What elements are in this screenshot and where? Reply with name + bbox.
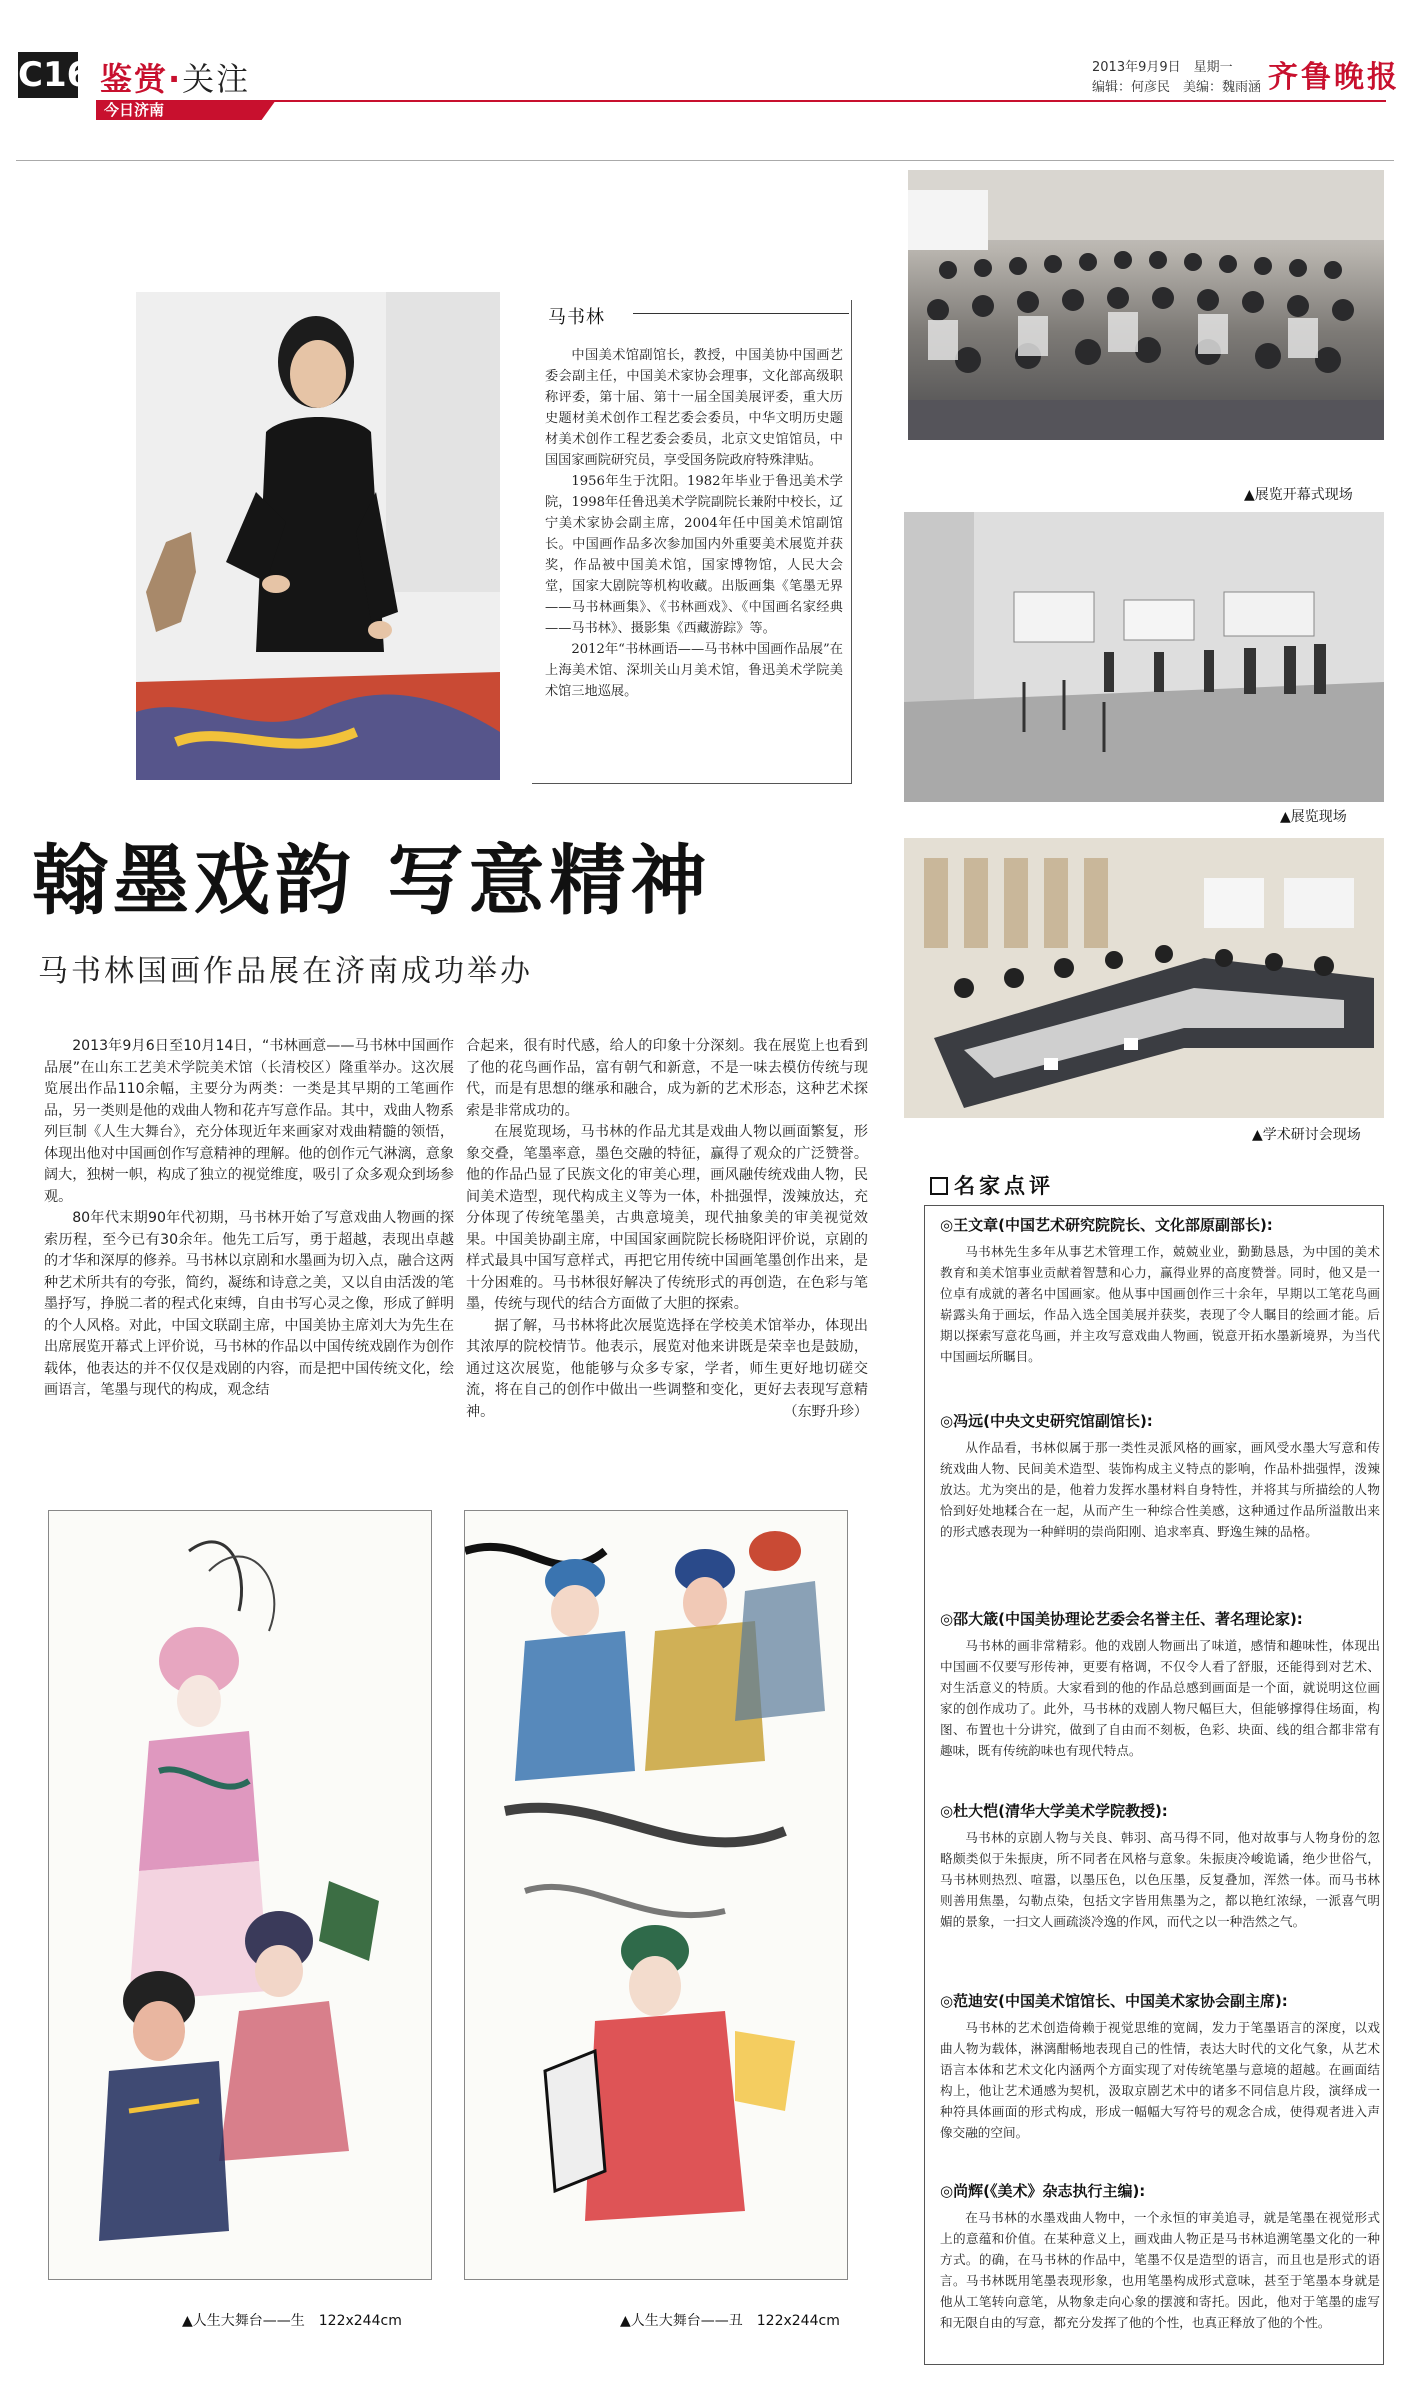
- review-text: 马书林的京剧人物与关良、韩羽、高马得不同，他对故事与人物身份的忽略颇类似于朱振庚，所不同者在风格与意象。朱振庚冷峻诡谲，绝少世俗气，马书林则热烈、喧嚣，以墨压色，以色压墨，反复叠加，浑然一体。而马书林则善用焦墨，勾勒点染，包括文字皆用焦墨为之，都以艳红浓绿，一派喜气明媚的景象，一扫文人画疏淡冷逸的作风，而代之以一种浩然之气。: [940, 1830, 1380, 1929]
- header-meta: [1092, 58, 1261, 98]
- date-line: 2013年9月9日 星期一: [1092, 60, 1233, 75]
- review-author: ◎冯远(中央文史研究馆副馆长):: [940, 1412, 1153, 1430]
- painting-1-caption: ▲人生大舞台——生 122x244cm: [182, 2313, 402, 2329]
- headline-title: 翰墨戏韵 写意精神: [32, 836, 712, 925]
- editors-line: 编辑：何彦民 美编：魏雨涵: [1092, 80, 1262, 95]
- headline-subtitle: 马书林国画作品展在济南成功举办: [38, 954, 533, 989]
- byline: （东野升珍）: [783, 1403, 868, 1420]
- review-author: ◎邵大箴(中国美协理论艺委会名誉主任、著名理论家):: [940, 1610, 1303, 1628]
- bio-paragraph: 中国美术馆副馆长，教授，中国美协中国画艺委会副主任，中国美术家协会理事，文化部高级职称评委，第十届、第十一届全国美展评委，重大历史题材美术创作工程艺委会委员，中华文明历史题材美术创作工程艺委会委员，北京文史馆馆员，中国国家画院研究员，享受国务院政府特殊津贴。: [545, 348, 843, 468]
- reviews-heading-text: 名家点评: [954, 1174, 1054, 1198]
- subsection-name: 关注: [182, 60, 251, 98]
- portrait-illustration: [136, 292, 500, 780]
- painting-chou: [464, 1510, 848, 2280]
- review-item: [940, 1214, 1380, 1367]
- review-item: [940, 2180, 1380, 2333]
- bio-paragraph: 2012年“书林画语——马书林中国画作品展”在上海美术馆、深圳关山月美术馆，鲁迅美术学院美术馆三地巡展。: [545, 642, 843, 699]
- review-item: [940, 1800, 1380, 1932]
- heading-box-icon: [930, 1177, 948, 1195]
- artist-name: 马书林: [548, 307, 605, 328]
- review-text: 马书林先生多年从事艺术管理工作，兢兢业业，勤勤恳恳，为中国的美术教育和美术馆事业贡献着智慧和心力，赢得业界的高度赞誉。同时，他又是一位卓有成就的著名中国画家。他从事中国画创作三十余年，早期以工笔花鸟画崭露头角于画坛，作品入选全国美展并获奖，表现了令人瞩目的绘画才能。后期以探索写意花鸟画，并主攻写意戏曲人物画，锐意开拓水墨新境界，为当代中国画坛所瞩目。: [940, 1244, 1380, 1364]
- seminar-caption: ▲学术研讨会现场: [1252, 1127, 1361, 1143]
- article-paragraph-text: 据了解，马书林将此次展览选择在学校美术馆举办，体现出其浓厚的院校情节。他表示，展览对他来讲既是荣幸也是鼓励，通过这次展览，他能够与众多专家，学者，师生更好地切磋交流，将在自己的创作中做出一些调整和变化，更好去表现写意精神。: [466, 1317, 868, 1420]
- seminar-photo: [904, 838, 1384, 1118]
- review-author: ◎范迪安(中国美术馆馆长、中国美术家协会副主席):: [940, 1992, 1288, 2010]
- paper-logo: 齐鲁晚报: [1268, 60, 1400, 95]
- review-text: 从作品看，书林似属于那一类性灵派风格的画家，画风受水墨大写意和传统戏曲人物、民间美术造型、装饰构成主义特点的影响，作品朴拙强悍，泼辣放达。尤为突出的是，他着力发挥水墨材料自身特性，并将其与所描绘的人物恰到好处地糅合在一起，从而产生一种综合性美感，这种通过作品所溢散出来的形式感表现为一种鲜明的崇尚阳刚、追求率真、野逸生辣的品格。: [940, 1440, 1380, 1539]
- opera-painting-2: [465, 1511, 848, 2280]
- page-number: C16: [18, 52, 78, 98]
- artist-portrait-photo: [136, 292, 500, 780]
- section-name: 鉴赏: [100, 60, 169, 98]
- painting-2-caption: ▲人生大舞台——丑 122x244cm: [620, 2313, 840, 2329]
- exhibition-caption: ▲展览现场: [1280, 809, 1347, 825]
- seminar-illustration: [904, 838, 1384, 1118]
- article-column-1: [44, 1036, 454, 1402]
- section-separator: ·: [168, 60, 183, 98]
- opera-painting-1: [49, 1511, 432, 2280]
- review-item: [940, 1608, 1380, 1761]
- article-paragraph: 80年代末期90年代初期，马书林开始了写意戏曲人物画的探索历程，至今已有30余年。他先工后写，勇于超越，表现出卓越的才华和深厚的修养。马书林以京剧和水墨画为切入点，融合这两种艺术所共有的夸张，简约，凝练和诗意之美，又以自由活泼的笔墨抒写，挣脱二者的程式化束缚，自由书写心灵之像，形成了鲜明的个人风格。对此，中国文联副主席，中国美协主席刘大为先生在出席展览开幕式上评价说，马书林的作品以中国传统戏剧作为创作载体，他表达的并不仅仅是戏剧的内容，而是把中国传统文化，绘画语言，笔墨与现代的构成，观念结: [44, 1210, 454, 1398]
- article-paragraph: 合起来，很有时代感，给人的印象十分深刻。我在展览上也看到了他的花鸟画作品，富有朝气和新意，不是一味去模仿传统与现代，而是有思想的继承和融合，成为新的艺术形态，这种艺术探索是非常成功的。: [466, 1038, 868, 1119]
- top-divider: [16, 160, 1394, 161]
- review-text: 在马书林的水墨戏曲人物中，一个永恒的审美追寻，就是笔墨在视觉形式上的意蕴和价值。在某种意义上，画戏曲人物正是马书林追溯笔墨文化的一种方式。的确，在马书林的作品中，笔墨不仅是造型的语言，而且也是形式的语言。马书林既用笔墨表现形象，也用笔墨构成形式意味，甚至于笔墨本身就是他从工笔转向意笔，从物象走向心象的摆渡和寄托。因此，他对于笔墨的虚写和无限自由的写意，都充分发挥了他的个性，也真正释放了他的个性。: [940, 2210, 1380, 2330]
- sub-band-label: 今日济南: [104, 101, 165, 119]
- review-item: [940, 1990, 1380, 2143]
- name-rule: [633, 313, 849, 314]
- opening-ceremony-caption: ▲展览开幕式现场: [1244, 487, 1353, 503]
- opening-ceremony-photo: [908, 170, 1384, 440]
- article-paragraph: [466, 1316, 868, 1424]
- review-author: ◎杜大恺(清华大学美术学院教授):: [940, 1802, 1168, 1820]
- review-item: [940, 1410, 1380, 1542]
- review-author: ◎尚辉(《美术》杂志执行主编):: [940, 2182, 1146, 2200]
- header-rule: [96, 100, 1386, 102]
- review-text: 马书林的艺术创造倚赖于视觉思维的宽阔，发力于笔墨语言的深度，以戏曲人物为载体，淋漓酣畅地表现自己的性情，表达大时代的文化气象，从艺术语言本体和艺术文化内涵两个方面实现了对传统笔墨与意境的超越。在画面结构上，他让艺术通感为契机，汲取京剧艺术中的诸多不同信息片段，演绎成一种符具体画面的形式构成，形成一幅幅大写符号的观念合成，使得观者进入声像交融的空间。: [940, 2020, 1380, 2140]
- article-paragraph: 2013年9月6日至10月14日，“书林画意——马书林中国画作品展”在山东工艺美术学院美术馆（长清校区）隆重举办。这次展览展出作品110余幅，主要分为两类：一类是其早期的工笔画作品，另一类则是他的戏曲人物和花卉写意作品。其中，戏曲人物系列巨制《人生大舞台》，充分体现近年来画家对戏曲精髓的领悟，体现出他对中国画创作写意精神的理解。他的创作元气淋漓，意象阔大，独树一帜，构成了独立的视觉维度，吸引了众多观众到场参观。: [44, 1038, 454, 1205]
- article-column-2: [466, 1036, 868, 1423]
- review-text: 马书林的画非常精彩。他的戏剧人物画出了味道，感情和趣味性，体现出中国画不仅要写形传神，更要有格调，不仅令人看了舒服，还能得到对艺术、对生活意义的特质。大家看到的他的作品总感到画面是一个面，就说明这位画家的创作成功了。此外，马书林的戏剧人物尺幅巨大，但能够撑得住场面，构图、布置也十分讲究，做到了自由而不刻板，色彩、块面、线的组合都非常有趣味，既有传统韵味也有现代特点。: [940, 1638, 1380, 1758]
- review-author: ◎王文章(中国艺术研究院院长、文化部原副部长):: [940, 1216, 1273, 1234]
- section-title: [100, 54, 250, 100]
- artist-bio: [545, 345, 843, 702]
- exhibition-photo: [904, 512, 1384, 802]
- audience-illustration: [908, 170, 1384, 440]
- reviews-heading: [930, 1170, 1054, 1200]
- gallery-illustration: [904, 512, 1384, 802]
- article-paragraph: 在展览现场，马书林的作品尤其是戏曲人物以画面繁复，形象交叠，笔墨率意，墨色交融的特征，赢得了观众的广泛赞誉。他的作品凸显了民族文化的审美心理，画风融传统戏曲人物，民间美术造型，现代构成主义等为一体，朴拙强悍，泼辣放达，充分体现了传统笔墨美，古典意境美，现代抽象美的审美视觉效果。中国美协副主席，中国国家画院院长杨晓阳评价说，京剧的样式最具中国写意样式，再把它用传统中国画笔墨创作出来，是十分困难的。马书林很好解决了传统形式的再创造，在色彩与笔墨，传统与现代的结合方面做了大胆的探索。: [466, 1124, 868, 1312]
- bio-paragraph: 1956年生于沈阳。1982年毕业于鲁迅美术学院，1998年任鲁迅美术学院副院长兼附中校长，辽宁美术家协会副主席，2004年任中国美术馆副馆长。中国画作品多次参加国内外重要美术展览并获奖，作品被中国美术馆，国家博物馆，人民大会堂，国家大剧院等机构收藏。出版画集《笔墨无界——马书林画集》、《书林画戏》、《中国画名家经典——马书林》、摄影集《西藏游踪》等。: [545, 474, 843, 636]
- painting-sheng: [48, 1510, 432, 2280]
